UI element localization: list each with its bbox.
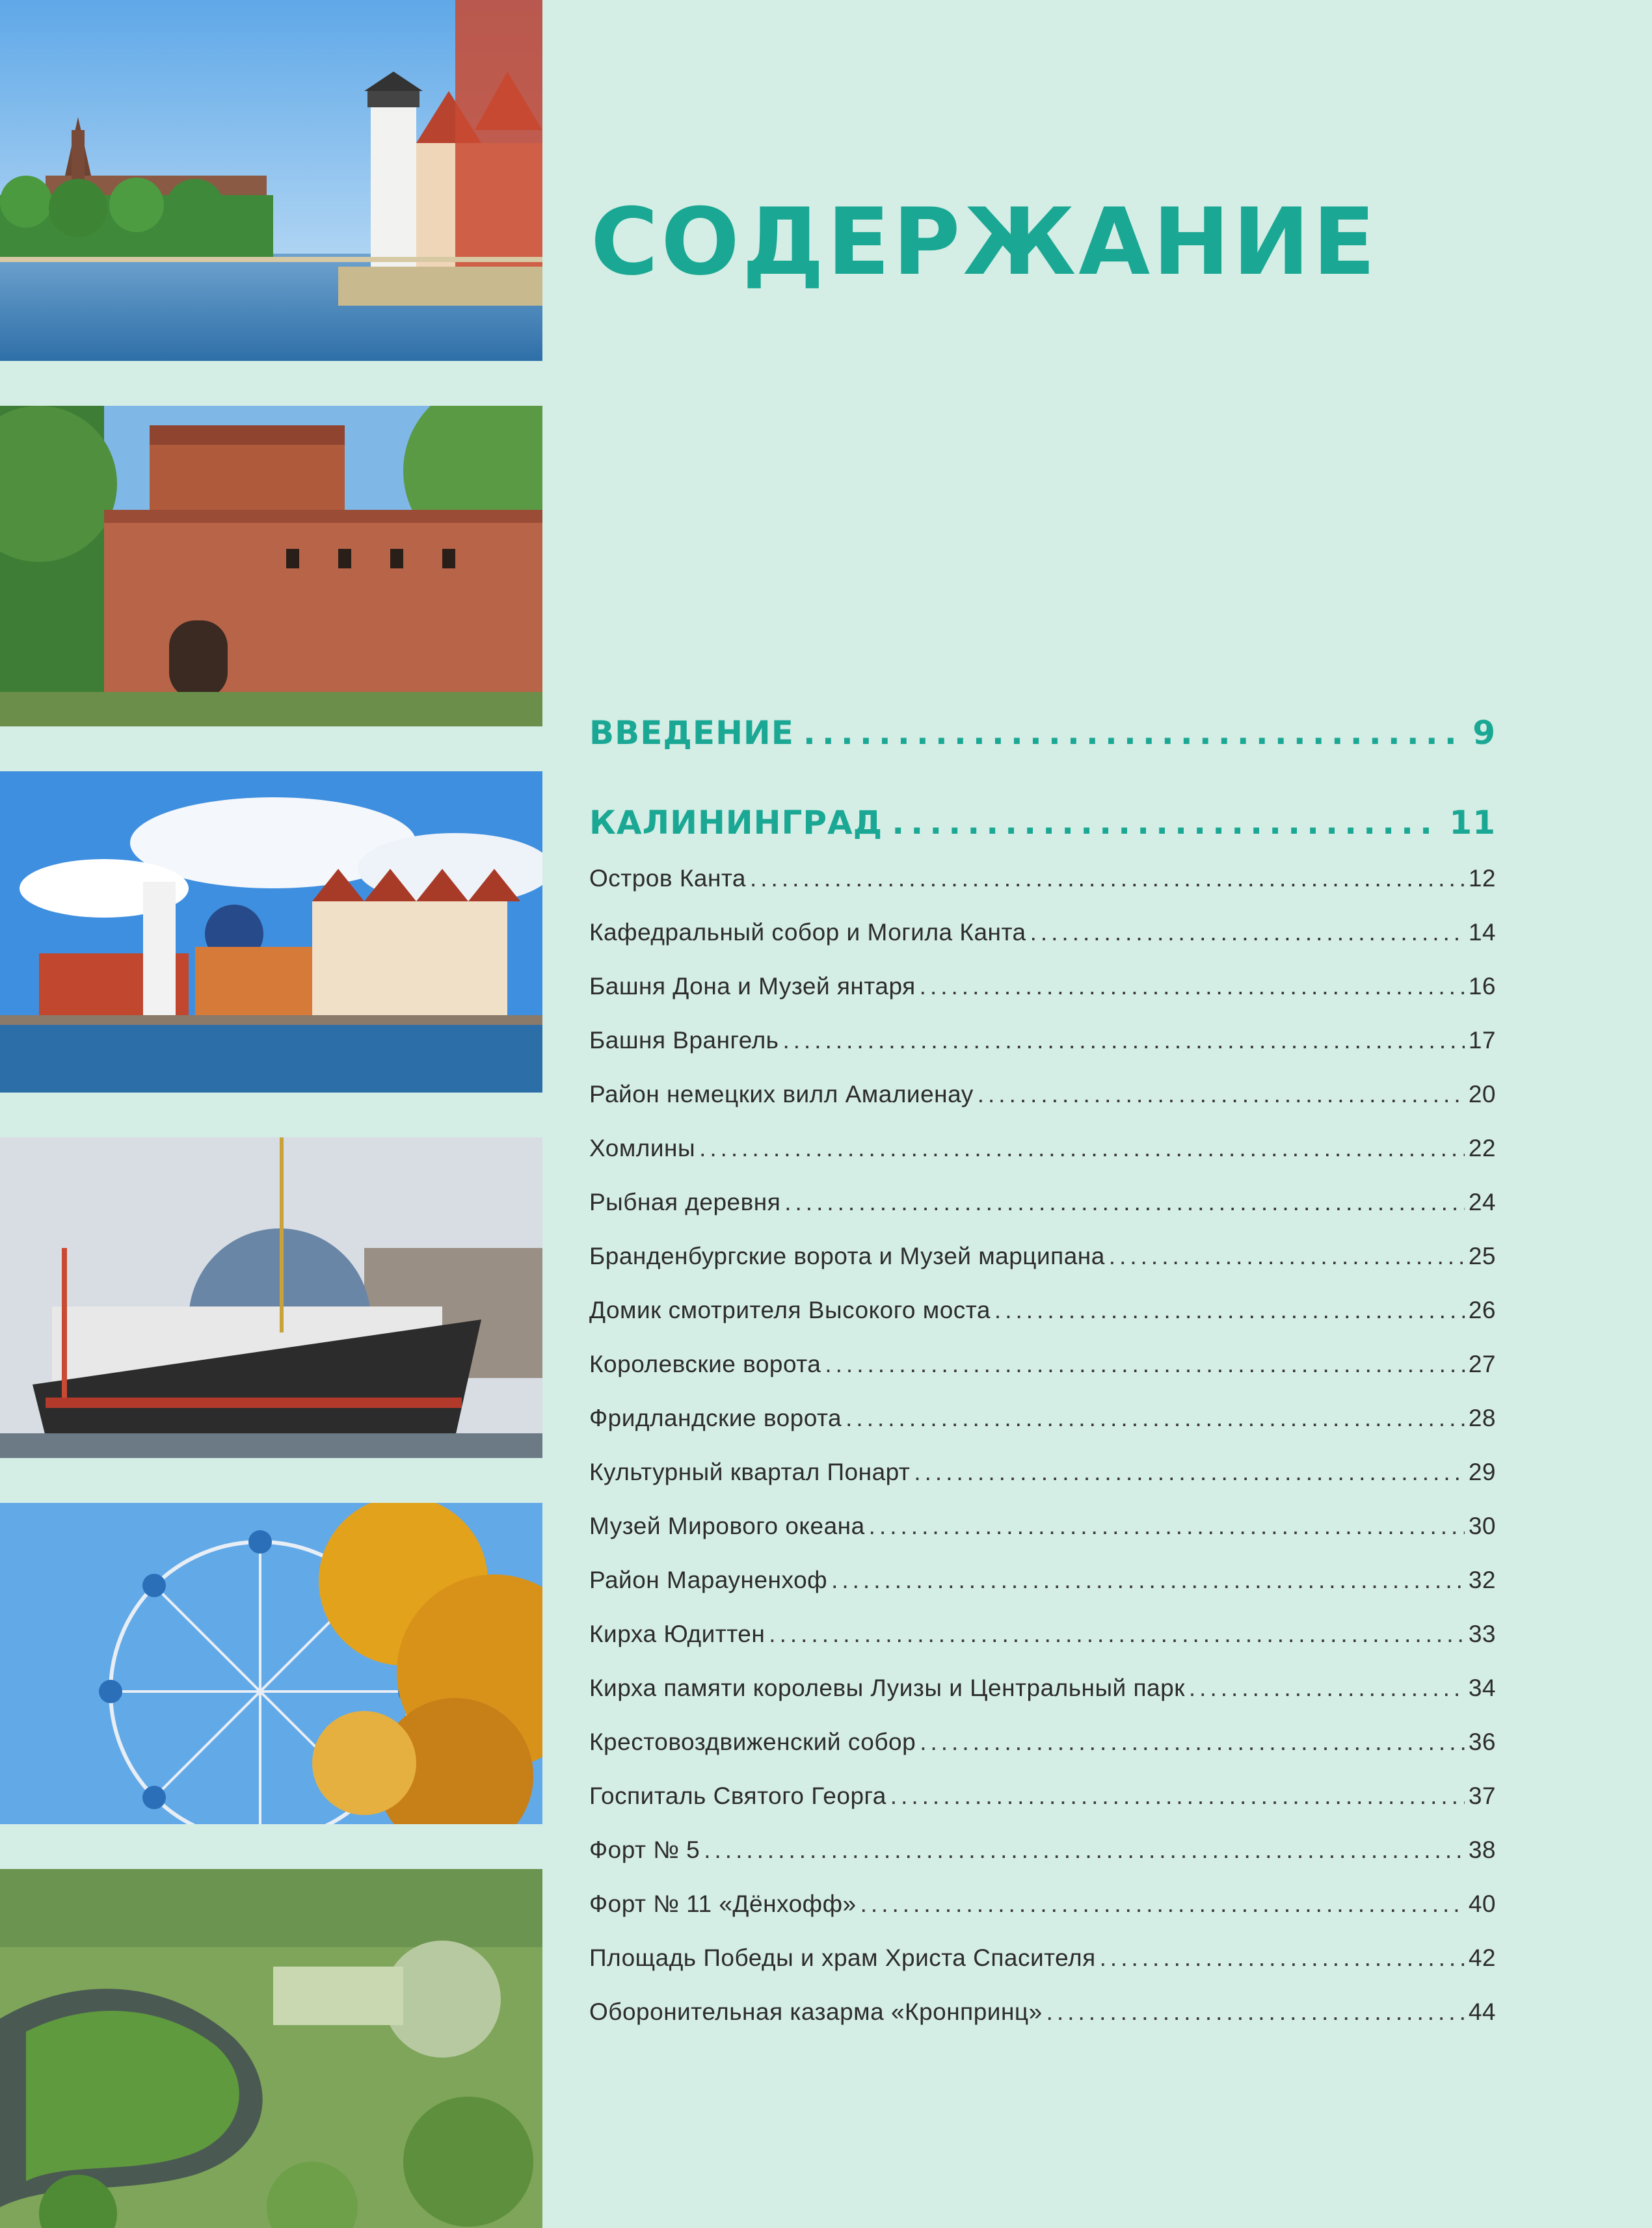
museum-ship-and-world-ocean-museum-photo	[0, 1137, 542, 1458]
toc-entry-page-number: 37	[1468, 1783, 1496, 1809]
toc-entry-page-number: 42	[1468, 1944, 1496, 1971]
toc-entry-page-number: 36	[1468, 1729, 1496, 1755]
toc-entry-page-number: 34	[1468, 1675, 1496, 1701]
toc-entry-page-number: 17	[1468, 1027, 1496, 1054]
toc-entry[interactable]	[589, 1081, 1496, 1108]
dot-leader	[750, 865, 1465, 892]
toc-entry[interactable]	[589, 1890, 1496, 1918]
toc-entry-label: Кирха Юдиттен	[589, 1621, 766, 1647]
dot-leader	[892, 804, 1440, 842]
toc-entry-label: Домик смотрителя Высокого моста	[589, 1297, 991, 1323]
toc-entry-page-number: 44	[1468, 1998, 1496, 2025]
dot-leader	[1100, 1944, 1465, 1972]
dot-leader	[978, 1081, 1465, 1108]
dot-leader	[784, 1189, 1465, 1216]
toc-section-introduction[interactable]	[589, 714, 1496, 752]
toc-entry-page-number: 27	[1468, 1351, 1496, 1377]
toc-entry-page-number: 20	[1468, 1081, 1496, 1107]
toc-entry-label: Кирха памяти королевы Луизы и Центральный парк	[589, 1675, 1185, 1701]
dot-leader	[825, 1351, 1464, 1378]
dot-leader	[769, 1621, 1465, 1648]
toc-entry-page-number: 38	[1468, 1837, 1496, 1863]
section-page-number: 9	[1472, 714, 1496, 752]
toc-entry-page-number: 40	[1468, 1890, 1496, 1917]
toc-entry-label: Музей Мирового океана	[589, 1513, 865, 1539]
toc-entry-label: Бранденбургские ворота и Музей марципана	[589, 1243, 1105, 1269]
dot-leader	[699, 1135, 1465, 1162]
dohna-tower-photo	[0, 406, 542, 726]
ferris-wheel-autumn-photo	[0, 1503, 542, 1824]
toc-entry[interactable]	[589, 1837, 1496, 1864]
dot-leader	[1030, 919, 1465, 946]
dot-leader	[782, 1027, 1464, 1054]
toc-entry[interactable]	[589, 1243, 1496, 1270]
dot-leader	[704, 1837, 1465, 1864]
toc-entry-page-number: 30	[1468, 1513, 1496, 1539]
toc-entry-label: Королевские ворота	[589, 1351, 821, 1377]
toc-entry[interactable]	[589, 1621, 1496, 1648]
toc-entry-label: Кафедральный собор и Могила Канта	[589, 919, 1026, 946]
toc-entry[interactable]	[589, 1297, 1496, 1324]
toc-entry-label: Рыбная деревня	[589, 1189, 781, 1215]
toc-entry-page-number: 25	[1468, 1243, 1496, 1269]
toc-section-kaliningrad[interactable]	[589, 804, 1496, 842]
toc-entry-label: Площадь Победы и храм Христа Спасителя	[589, 1944, 1096, 1971]
toc-entry-page-number: 33	[1468, 1621, 1496, 1647]
toc-entry-label: Оборонительная казарма «Кронпринц»	[589, 1998, 1043, 2025]
toc-entry-label: Фридландские ворота	[589, 1405, 842, 1431]
toc-entry-label: Район немецких вилл Амалиенау	[589, 1081, 974, 1107]
dot-leader	[846, 1405, 1465, 1432]
fishing-village-and-cathedral-photo	[0, 0, 542, 361]
toc-entry[interactable]	[589, 865, 1496, 892]
toc-entry-page-number: 26	[1468, 1297, 1496, 1323]
toc-entry[interactable]	[589, 1729, 1496, 1756]
toc-entry-page-number: 22	[1468, 1135, 1496, 1161]
page-title: СОДЕРЖАНИЕ	[591, 189, 1378, 296]
dot-leader	[831, 1567, 1465, 1594]
toc-entry[interactable]	[589, 1135, 1496, 1162]
photo-column	[0, 0, 542, 2228]
dot-leader	[1109, 1243, 1465, 1270]
toc-entry-label: Башня Дона и Музей янтаря	[589, 973, 916, 1000]
toc-entry-page-number: 24	[1468, 1189, 1496, 1215]
toc-entry[interactable]	[589, 1189, 1496, 1216]
dot-leader	[994, 1297, 1465, 1324]
toc-entry-page-number: 29	[1468, 1459, 1496, 1485]
toc-entry[interactable]	[589, 1513, 1496, 1540]
section-page-number: 11	[1449, 804, 1496, 842]
toc-entry[interactable]	[589, 1567, 1496, 1594]
dot-leader	[920, 973, 1465, 1000]
toc-entry-label: Хомлины	[589, 1135, 696, 1161]
dot-leader	[890, 1783, 1465, 1810]
toc-entry-page-number: 28	[1468, 1405, 1496, 1431]
fishing-village-waterfront-photo	[0, 771, 542, 1093]
section-label: КАЛИНИНГРАД	[589, 804, 883, 842]
toc-entry-label: Район Марауненхоф	[589, 1567, 828, 1593]
toc-entry[interactable]	[589, 1405, 1496, 1432]
toc-entry-label: Форт № 11 «Дёнхофф»	[589, 1890, 857, 1917]
dot-leader	[803, 714, 1463, 752]
toc-entry[interactable]	[589, 919, 1496, 946]
dot-leader	[1189, 1675, 1465, 1702]
toc-entry[interactable]	[589, 1027, 1496, 1054]
toc-entry-label: Форт № 5	[589, 1837, 700, 1863]
toc-entry-label: Культурный квартал Понарт	[589, 1459, 911, 1485]
toc-entry-page-number: 14	[1468, 919, 1496, 946]
section-label: ВВЕДЕНИЕ	[589, 714, 794, 752]
toc-entry-page-number: 32	[1468, 1567, 1496, 1593]
toc-entry-label: Крестовоздвиженский собор	[589, 1729, 916, 1755]
dot-leader	[860, 1890, 1465, 1918]
toc-entry[interactable]	[589, 973, 1496, 1000]
dot-leader	[920, 1729, 1465, 1756]
toc-entry-label: Остров Канта	[589, 865, 746, 892]
fort-aerial-photo	[0, 1869, 542, 2228]
toc-entry-page-number: 16	[1468, 973, 1496, 1000]
dot-leader	[914, 1459, 1464, 1486]
toc-entry-label: Госпиталь Святого Георга	[589, 1783, 886, 1809]
dot-leader	[869, 1513, 1465, 1540]
dot-leader	[1046, 1998, 1465, 2026]
toc-entry-label: Башня Врангель	[589, 1027, 779, 1054]
toc-entry-page-number: 12	[1468, 865, 1496, 892]
toc-entry[interactable]	[589, 1459, 1496, 1486]
toc-entry[interactable]	[589, 1783, 1496, 1810]
toc-entry[interactable]	[589, 1998, 1496, 2026]
toc-entry[interactable]	[589, 1351, 1496, 1378]
toc-entry[interactable]	[589, 1675, 1496, 1702]
toc-entry[interactable]	[589, 1944, 1496, 1972]
